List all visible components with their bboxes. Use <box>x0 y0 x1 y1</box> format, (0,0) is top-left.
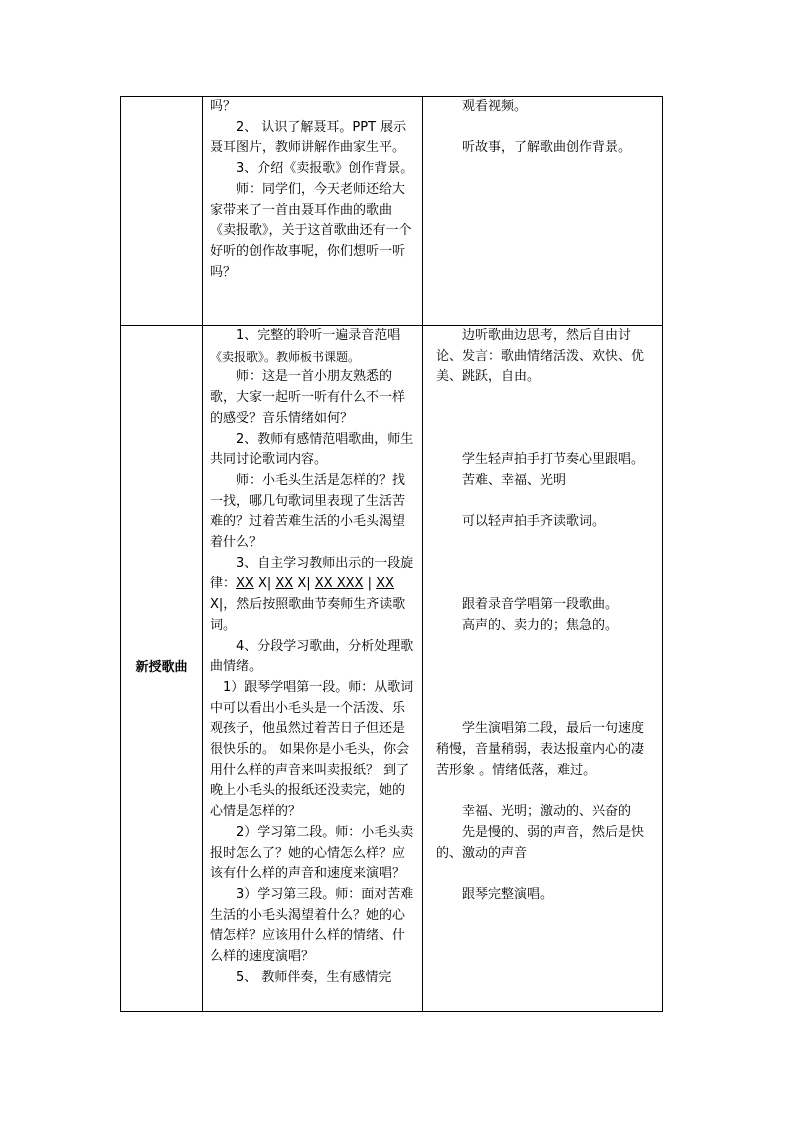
rhythm-note: X <box>210 597 219 613</box>
teacher-text: 2、 认识了解聂耳。PPT 展示聂耳图片，教师讲解作曲家生平。 <box>210 119 407 156</box>
student-activity-cell <box>423 326 663 1012</box>
rhythm-note: XX <box>376 576 394 592</box>
student-text: 观看视频。 <box>462 99 528 114</box>
student-text: 先是慢的、弱的声音，然后是快的、激动的声音 <box>436 824 645 861</box>
teacher-text: 师：这是一首小朋友熟悉的歌，大家一起听一听有什么不一样的感受？音乐情绪如何？ <box>210 369 406 426</box>
student-text: 苦难、幸福、光明 <box>462 472 567 488</box>
rhythm-note: XX XXX <box>314 576 364 592</box>
student-activity-cell <box>423 97 663 326</box>
teacher-text: 师：小毛头生活是怎样的？找一找，哪几句歌词里表现了生活苦难的？过着苦难生活的小毛头渴望着什么？ <box>210 472 406 551</box>
student-text: 跟着录音学唱第一段歌曲。 <box>462 597 619 613</box>
teacher-activity-cell <box>203 97 423 326</box>
teacher-text: 吗？ <box>210 99 237 114</box>
teacher-text: |，然后按照歌曲节奏师生齐读歌词。 <box>210 597 406 633</box>
teacher-text: 4、分段学习歌曲，分析处理歌曲情绪。 <box>210 638 414 675</box>
table-row <box>121 97 663 326</box>
rhythm-paragraph <box>210 554 416 637</box>
rhythm-note: XX <box>275 576 294 592</box>
teacher-text: 3、介绍《卖报歌》创作背景。 <box>236 161 414 177</box>
rhythm-note: X| <box>297 576 311 592</box>
rhythm-note: | <box>367 576 372 592</box>
teacher-text: 2、教师有感情范唱歌曲，师生共同讨论歌词内容。 <box>210 431 414 468</box>
teacher-activity-cell <box>203 326 423 1012</box>
student-text: 学生轻声拍手打节奏心里跟唱。 <box>462 452 645 468</box>
stage-cell <box>121 97 203 326</box>
teacher-text: 2）学习第二段。师：小毛头卖报时怎么了？她的心情怎么样？应该有什么样的声音和速度来演唱？ <box>210 824 414 882</box>
student-text: 学生演唱第二段，最后一句速度稍慢，音量稍弱，表达报童内心的凄苦形象 。情绪低落，难过。 <box>436 721 645 778</box>
student-text: 听故事，了解歌曲创作背景。 <box>462 140 632 156</box>
student-text: 跟琴完整演唱。 <box>462 886 554 902</box>
student-text: 边听歌曲边思考，然后自由讨论、发言：歌曲情绪活泼、欢快、优美、跳跃，自由。 <box>436 328 645 385</box>
teacher-text: 1）跟琴学唱第一段。师：从歌词中可以看出小毛头是一个活泼、乐观孩子，他虽然过着苦日子但还是很快乐的。 如果你是小毛头，你会用什么样的声音来叫卖报纸？ 到了晚上小毛头的报纸还没卖完，她的心情是怎样的？ <box>210 679 414 820</box>
table-row <box>121 326 663 1012</box>
lesson-plan-table <box>120 96 663 1012</box>
teacher-text: 《卖报歌》。教师板书课题。 <box>210 349 361 364</box>
stage-cell: 新授歌曲 <box>121 326 203 1012</box>
rhythm-note: X| <box>257 576 272 592</box>
student-text: 幸福、光明；激动的、兴奋的 <box>462 804 632 820</box>
student-text: 可以轻声拍手齐读歌词。 <box>462 514 606 530</box>
teacher-text: 1、完整的聆听一遍录音范唱 <box>236 328 401 343</box>
teacher-text: 3、自主学习教师出示的一段旋律： <box>210 555 414 592</box>
teacher-text: 3）学习第三段。师：面对苦难生活的小毛头渴望着什么？她的心情怎样？应该用什么样的情绪、什么样的速度演唱？ <box>210 886 414 965</box>
teacher-text: 5、 教师伴奏，生有感情完 <box>236 969 392 985</box>
student-text: 高声的、卖力的；焦急的。 <box>462 617 619 633</box>
rhythm-note: XX <box>236 576 254 592</box>
teacher-text: 师：同学们，今天老师还给大家带来了一首由聂耳作曲的歌曲《卖报歌》，关于这首歌曲还有一个好听的创作故事呢，你们想听一听吗？ <box>210 181 412 280</box>
